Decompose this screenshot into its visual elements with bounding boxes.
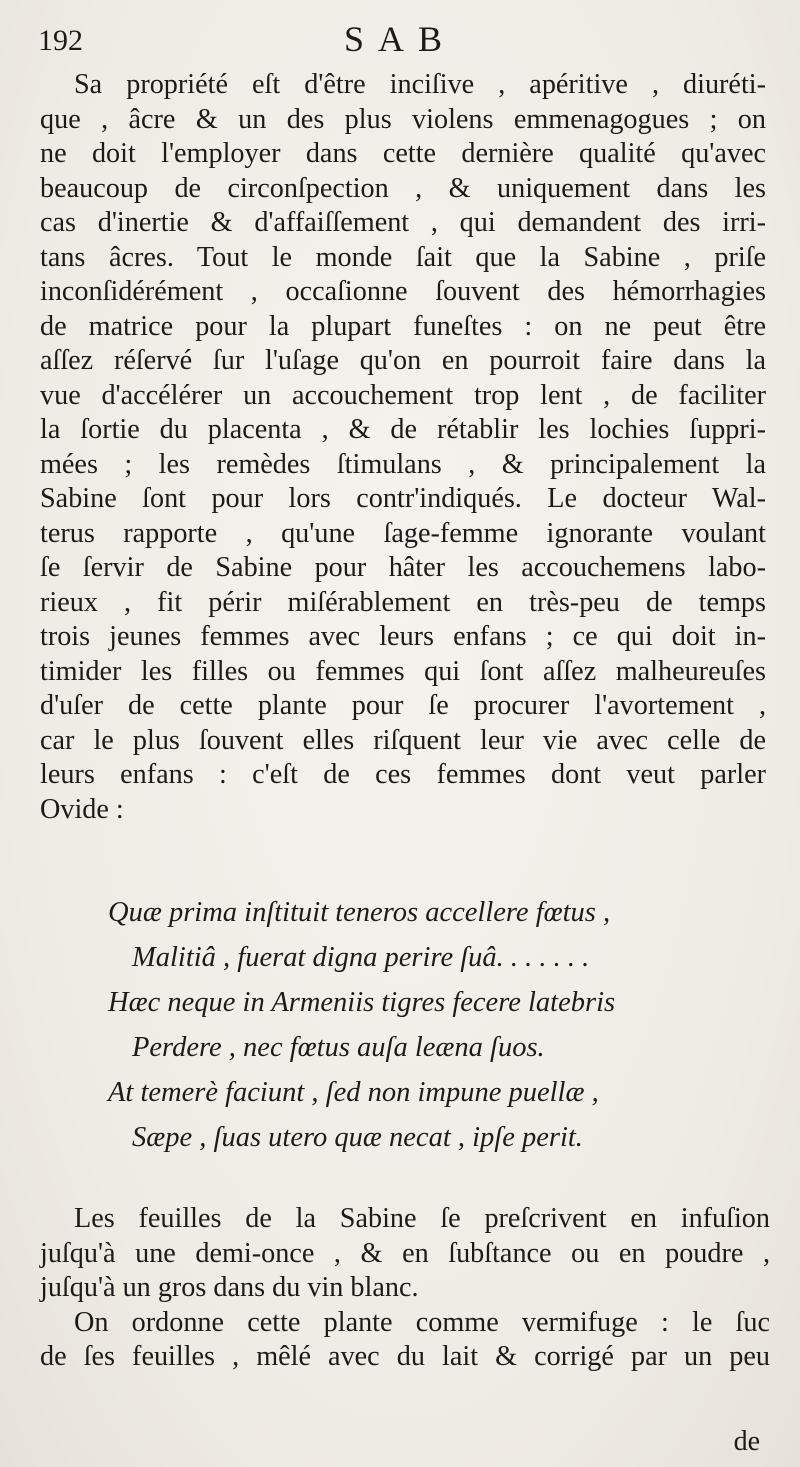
verse-line: Quæ prima inſtituit teneros accellere fœtus , xyxy=(108,897,611,928)
text-line: juſqu'à un gros dans du vin blanc. xyxy=(40,1272,419,1303)
text-line: la ſortie du placenta , & de rétablir les lochies ſuppri- xyxy=(40,414,766,445)
text-line: d'uſer de cette plante pour ſe procurer l'avortement , xyxy=(40,690,766,721)
paragraph-1 xyxy=(40,68,766,827)
verse-line: At temerè faciunt , ſed non impune puellæ , xyxy=(108,1077,599,1108)
verse-quotation xyxy=(108,890,728,1160)
text-line: car le plus ſouvent elles riſquent leur vie avec celle de xyxy=(40,724,766,756)
text-line: juſqu'à une demi-once , & en ſubſtance ou en poudre , xyxy=(40,1237,770,1269)
verse-line: Perdere , nec fœtus auſa leæna ſuos. xyxy=(132,1032,545,1063)
text-line: terus rapporte , qu'une ſage-femme ignorante voulant xyxy=(40,517,766,549)
text-line: inconſidérément , occaſionne ſouvent des hémorrhagies xyxy=(40,276,766,307)
text-line: Sa propriété eſt d'être inciſive , apéritive , diuréti- xyxy=(74,69,766,100)
text-line: vue d'accélérer un accouchement trop lent , de faciliter xyxy=(40,379,766,411)
page-number: 192 xyxy=(38,24,83,57)
verse-line: Malitiâ , fuerat digna perire ſuâ. . . . . . . xyxy=(132,942,590,973)
text-line: cas d'inertie & d'affaiſſement , qui demandent des irri- xyxy=(40,207,766,238)
verse-line: Sæpe , ſuas utero quæ necat , ipſe perit. xyxy=(132,1122,583,1153)
text-line: Sabine ſont pour lors contr'indiqués. Le docteur Wal- xyxy=(40,483,766,514)
text-line: trois jeunes femmes avec leurs enfans ; ce qui doit in- xyxy=(40,621,766,652)
text-line: timider les filles ou femmes qui ſont aſſez malheureuſes xyxy=(40,655,766,687)
paragraph-2 xyxy=(40,1202,770,1375)
text-line: rieux , fit périr miſérablement en très-peu de temps xyxy=(40,586,766,618)
verse-line: Hæc neque in Armeniis tigres fecere latebris xyxy=(108,987,616,1018)
text-line: de matrice pour la plupart funeſtes : on ne peut être xyxy=(40,310,766,342)
text-line: ſe ſervir de Sabine pour hâter les accouchemens labo- xyxy=(40,552,766,583)
text-line: aſſez réſervé ſur l'uſage qu'on en pourroit faire dans la xyxy=(40,345,766,376)
text-line: Les feuilles de la Sabine ſe preſcrivent en infuſion xyxy=(74,1203,770,1234)
text-line: leurs enfans : c'eſt de ces femmes dont veut parler xyxy=(40,759,766,790)
page-header xyxy=(0,18,800,64)
text-line: On ordonne cette plante comme vermifuge : le ſuc xyxy=(74,1306,770,1338)
text-line: ne doit l'employer dans cette dernière qualité qu'avec xyxy=(40,138,766,169)
text-line: tans âcres. Tout le monde ſait que la Sabine , priſe xyxy=(40,241,766,273)
text-line: mées ; les remèdes ſtimulans , & principalement la xyxy=(40,448,766,480)
text-line: de ſes feuilles , mêlé avec du lait & corrigé par un peu xyxy=(40,1341,770,1372)
text-line: que , âcre & un des plus violens emmenagogues ; on xyxy=(40,103,766,135)
running-head: SAB xyxy=(343,19,457,59)
text-line: beaucoup de circonſpection , & uniquement dans les xyxy=(40,172,766,204)
text-line: Ovide : xyxy=(40,793,124,825)
catchword: de xyxy=(733,1426,760,1457)
